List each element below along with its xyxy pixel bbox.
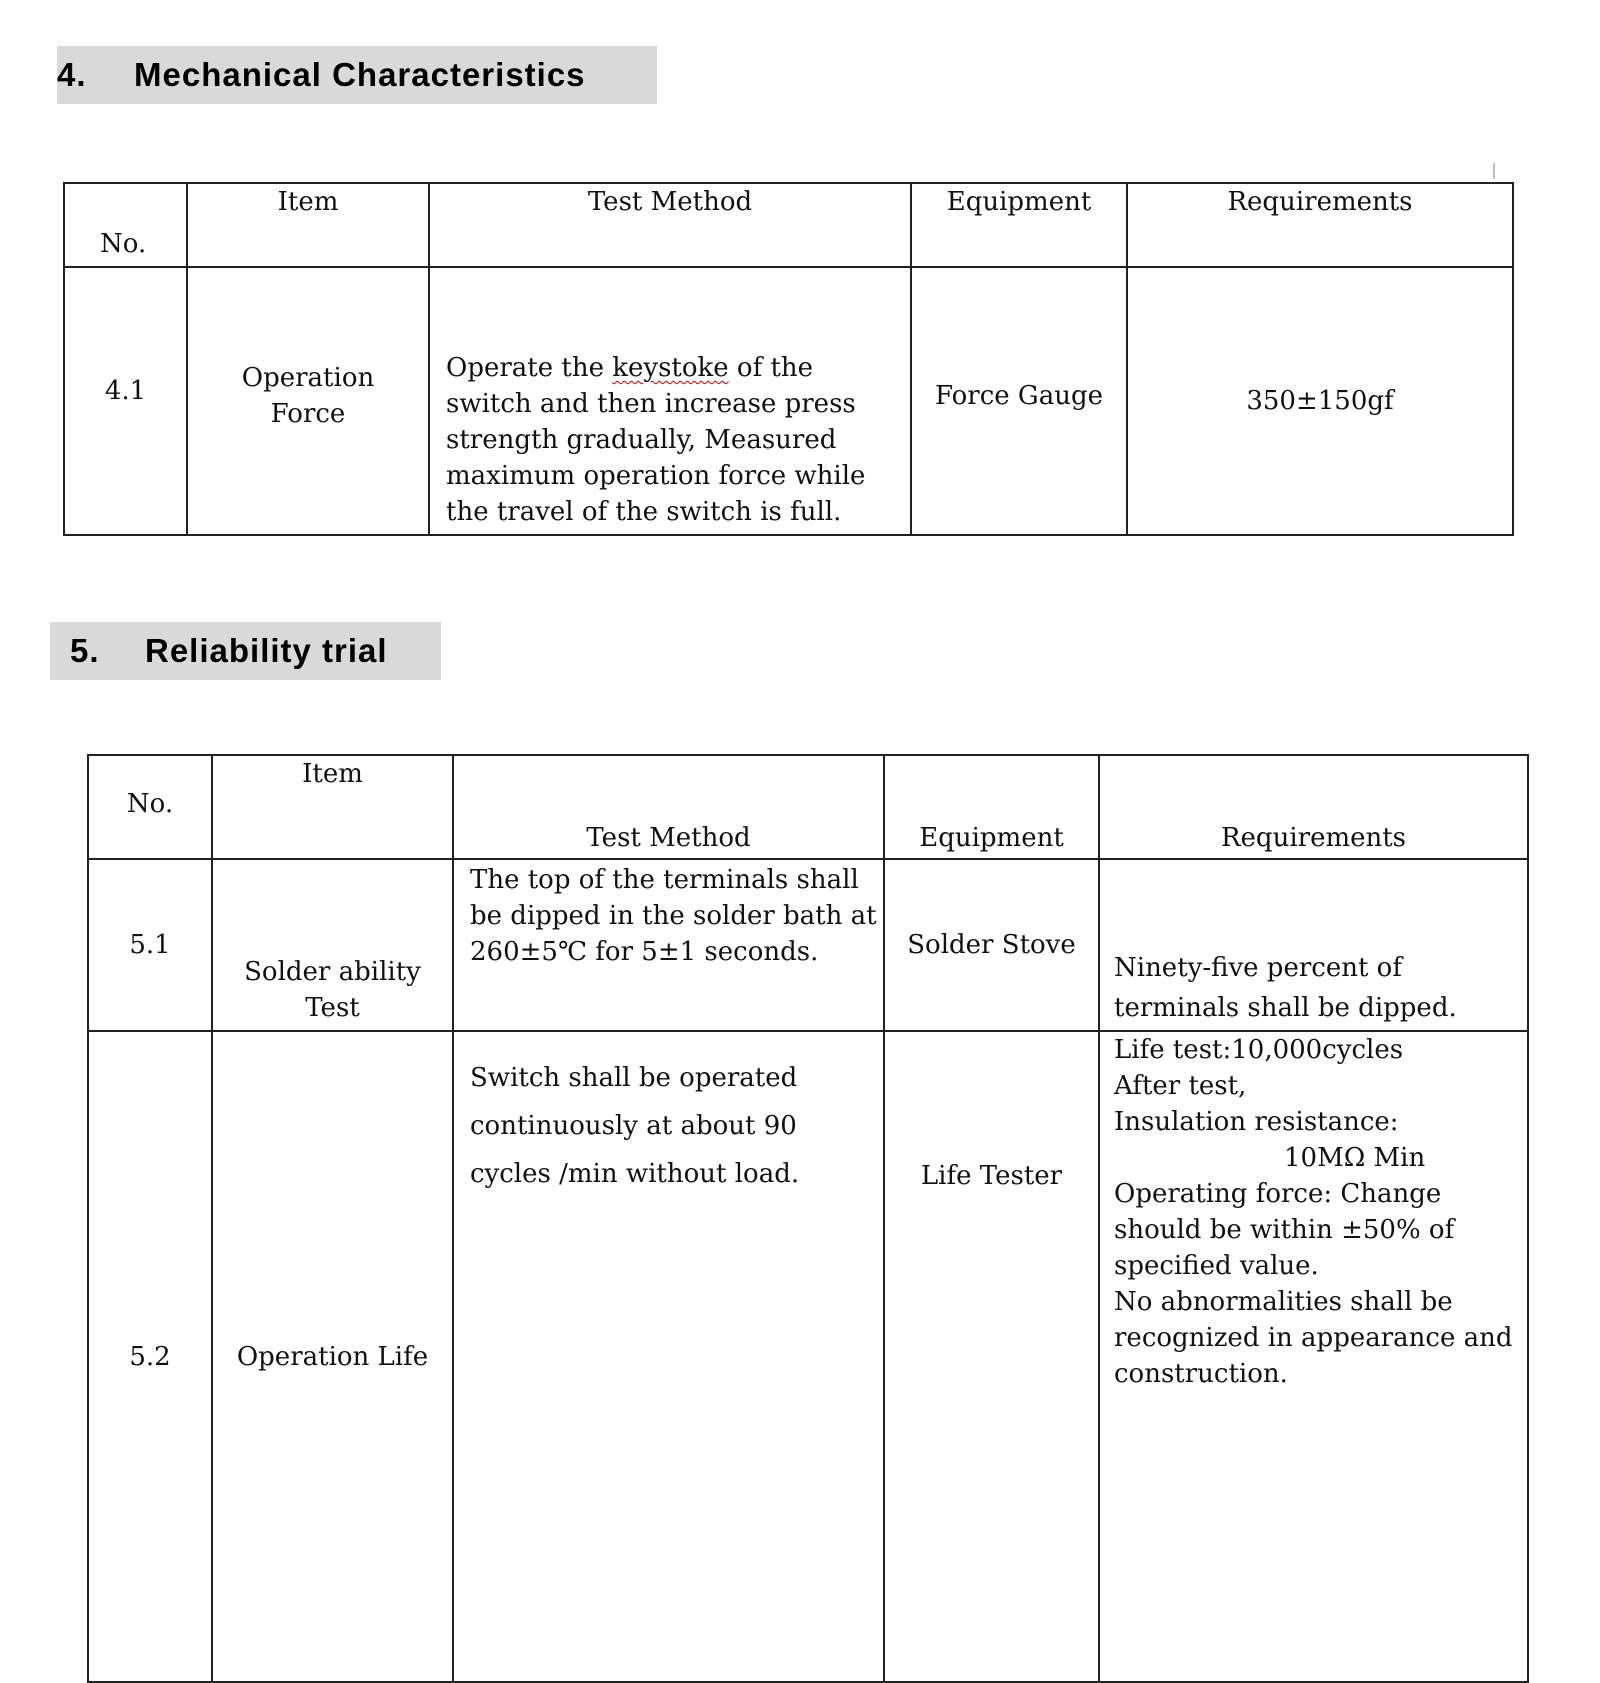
header-test-method: Test Method — [453, 755, 884, 859]
row-equipment: Solder Stove — [884, 859, 1099, 1031]
row-test-method: Switch shall be operated continuously at about 90 cycles /min without load. — [453, 1031, 884, 1682]
header-item: Item — [187, 183, 429, 267]
header-equipment: Equipment — [884, 755, 1099, 859]
row-requirements: Life test:10,000cycles After test, Insulation resistance: 10MΩ Min Operating force: Change should be within ±50% of specified value. No abnormalities shall be recognized in appearance and construction. — [1099, 1031, 1528, 1682]
row-requirements: 350±150gf — [1127, 267, 1513, 535]
row-item: Solder ability Test — [212, 859, 453, 1031]
header-test-method: Test Method — [429, 183, 911, 267]
header-no: No. — [88, 755, 212, 859]
row-test-method: Operate the keystoke of the switch and then increase press strength gradually, Measured maximum operation force while the travel of the switch is full. — [429, 267, 911, 535]
header-requirements: Requirements — [1099, 755, 1528, 859]
table-header-row — [64, 183, 1513, 267]
section-5-title: Reliability trial — [145, 632, 388, 669]
row-no: 5.2 — [88, 1031, 212, 1682]
header-requirements: Requirements — [1127, 183, 1513, 267]
table-row — [88, 859, 1528, 1031]
section-5-heading — [50, 622, 441, 680]
header-item: Item — [212, 755, 453, 859]
section-4-number: 4. — [57, 56, 87, 93]
spellcheck-flagged-word: keystoke — [612, 353, 729, 383]
section-5-number: 5. — [70, 632, 100, 669]
reliability-trial-table — [87, 754, 1529, 1683]
header-equipment: Equipment — [911, 183, 1127, 267]
row-item: Operation Force — [187, 267, 429, 535]
table-row — [88, 1031, 1528, 1682]
table-header-row — [88, 755, 1528, 859]
row-no: 5.1 — [88, 859, 212, 1031]
row-equipment: Force Gauge — [911, 267, 1127, 535]
row-no: 4.1 — [64, 267, 187, 535]
row-requirements: Ninety-five percent of terminals shall be dipped. — [1099, 859, 1528, 1031]
margin-tick-mark — [1493, 163, 1495, 179]
header-no: No. — [64, 183, 187, 267]
row-item: Operation Life — [212, 1031, 453, 1682]
table-row — [64, 267, 1513, 535]
section-4-title: Mechanical Characteristics — [134, 56, 586, 93]
row-equipment: Life Tester — [884, 1031, 1099, 1682]
section-4-heading — [57, 46, 657, 104]
row-test-method: The top of the terminals shall be dipped in the solder bath at 260±5℃ for 5±1 seconds. — [453, 859, 884, 1031]
mechanical-characteristics-table — [63, 182, 1514, 536]
